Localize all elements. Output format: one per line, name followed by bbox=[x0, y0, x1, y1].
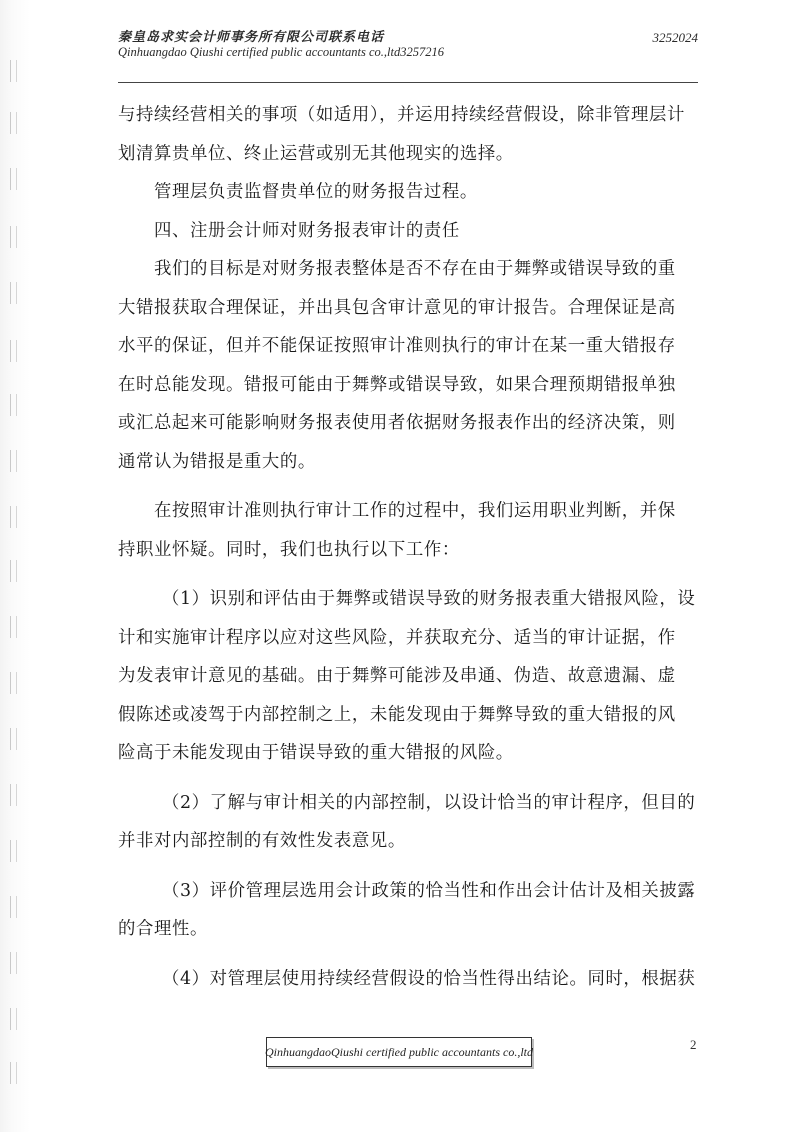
paragraph-line: 划清算贵单位、终止运营或别无其他现实的选择。 bbox=[118, 143, 514, 164]
binding-hole-mark bbox=[10, 1008, 17, 1030]
binding-hole-mark bbox=[10, 560, 17, 582]
paragraph-line: 大错报获取合理保证，并出具包含审计意见的审计报告。合理保证是高 bbox=[118, 297, 676, 318]
header-divider bbox=[118, 82, 698, 83]
paragraph-spacer bbox=[118, 861, 700, 872]
binding-hole-mark bbox=[10, 506, 17, 528]
binding-hole-mark bbox=[10, 112, 17, 134]
binding-hole-mark bbox=[10, 840, 17, 862]
paragraph-line: 为发表审计意见的基础。由于舞弊可能涉及串通、伪造、故意遗漏、虚 bbox=[118, 666, 676, 686]
letterhead bbox=[118, 26, 698, 86]
paragraph-line: 在时总能发现。错报可能由于舞弊或错误导致，如果合理预期错报单独 bbox=[118, 374, 676, 395]
list-item-line: （3）评价管理层选用会计政策的恰当性和作出会计估计及相关披露 bbox=[162, 880, 696, 901]
binding-hole-mark bbox=[10, 896, 17, 918]
list-item-line: （1）识别和评估由于舞弊或错误导致的财务报表重大错报风险，设 bbox=[162, 589, 696, 609]
firm-name-english: Qinhuangdao Qiushi certified public accountants co.,ltd3257216 bbox=[118, 45, 445, 59]
paragraph-line: 计和实施审计程序以应对这些风险，并获取充分、适当的审计证据，作 bbox=[118, 627, 676, 648]
binding-hole-mark bbox=[10, 672, 17, 694]
list-item-line: （2）了解与审计相关的内部控制，以设计恰当的审计程序，但目的 bbox=[162, 792, 696, 813]
page-number: 2 bbox=[690, 1037, 697, 1052]
binding-hole-mark bbox=[10, 340, 17, 362]
paragraph-line: 持职业怀疑。同时，我们也执行以下工作： bbox=[118, 539, 460, 560]
paragraph-spacer bbox=[118, 773, 700, 784]
binding-hole-mark bbox=[10, 168, 17, 190]
paragraph-line: 水平的保证，但并不能保证按照审计准则执行的审计在某一重大错报存 bbox=[118, 336, 676, 356]
paragraph-line: 在按照审计准则执行审计工作的过程中，我们运用职业判断，并保 bbox=[154, 501, 676, 521]
paragraph-spacer bbox=[118, 481, 700, 492]
paragraph-spacer bbox=[118, 949, 700, 960]
paragraph-spacer bbox=[118, 569, 700, 580]
paragraph-line: 我们的目标是对财务报表整体是否不存在由于舞弊或错误导致的重 bbox=[154, 259, 676, 279]
footer-firm-box: QinhuangdaoQiushi certified public accountants co.,ltd bbox=[266, 1037, 532, 1067]
binding-hole-mark bbox=[10, 282, 17, 304]
list-item-line: （4）对管理层使用持续经营假设的恰当性得出结论。同时，根据获 bbox=[162, 968, 696, 989]
binding-hole-mark bbox=[10, 728, 17, 750]
binding-hole-mark bbox=[10, 226, 17, 248]
paragraph-line: 险高于未能发现由于错误导致的重大错报的风险。 bbox=[118, 743, 514, 763]
binding-hole-mark bbox=[10, 616, 17, 638]
binding-hole-mark bbox=[10, 60, 17, 82]
paragraph-line: 假陈述或凌驾于内部控制之上，未能发现由于舞弊导致的重大错报的风 bbox=[118, 704, 676, 725]
binding-hole-mark bbox=[10, 394, 17, 416]
firm-name-chinese: 秦皇岛求实会计师事务所有限公司联系电话 bbox=[118, 30, 385, 45]
firm-phone: 3252024 bbox=[652, 30, 698, 45]
section-heading: 四、注册会计师对财务报表审计的责任 bbox=[154, 220, 460, 241]
paragraph-line: 的合理性。 bbox=[118, 919, 208, 939]
paragraph-line: 并非对内部控制的有效性发表意见。 bbox=[118, 831, 406, 851]
binding-hole-mark bbox=[10, 952, 17, 974]
paragraph-line: 或汇总起来可能影响财务报表使用者依据财务报表作出的经济决策，则 bbox=[118, 413, 676, 433]
report-body bbox=[118, 96, 700, 998]
paragraph-line: 管理层负责监督贵单位的财务报告过程。 bbox=[154, 182, 478, 202]
binding-hole-mark bbox=[10, 450, 17, 472]
binding-hole-mark bbox=[10, 1062, 17, 1084]
binding-hole-mark bbox=[10, 784, 17, 806]
paragraph-line: 通常认为错报是重大的。 bbox=[118, 451, 316, 472]
paragraph-line: 与持续经营相关的事项（如适用），并运用持续经营假设，除非管理层计 bbox=[118, 105, 686, 125]
